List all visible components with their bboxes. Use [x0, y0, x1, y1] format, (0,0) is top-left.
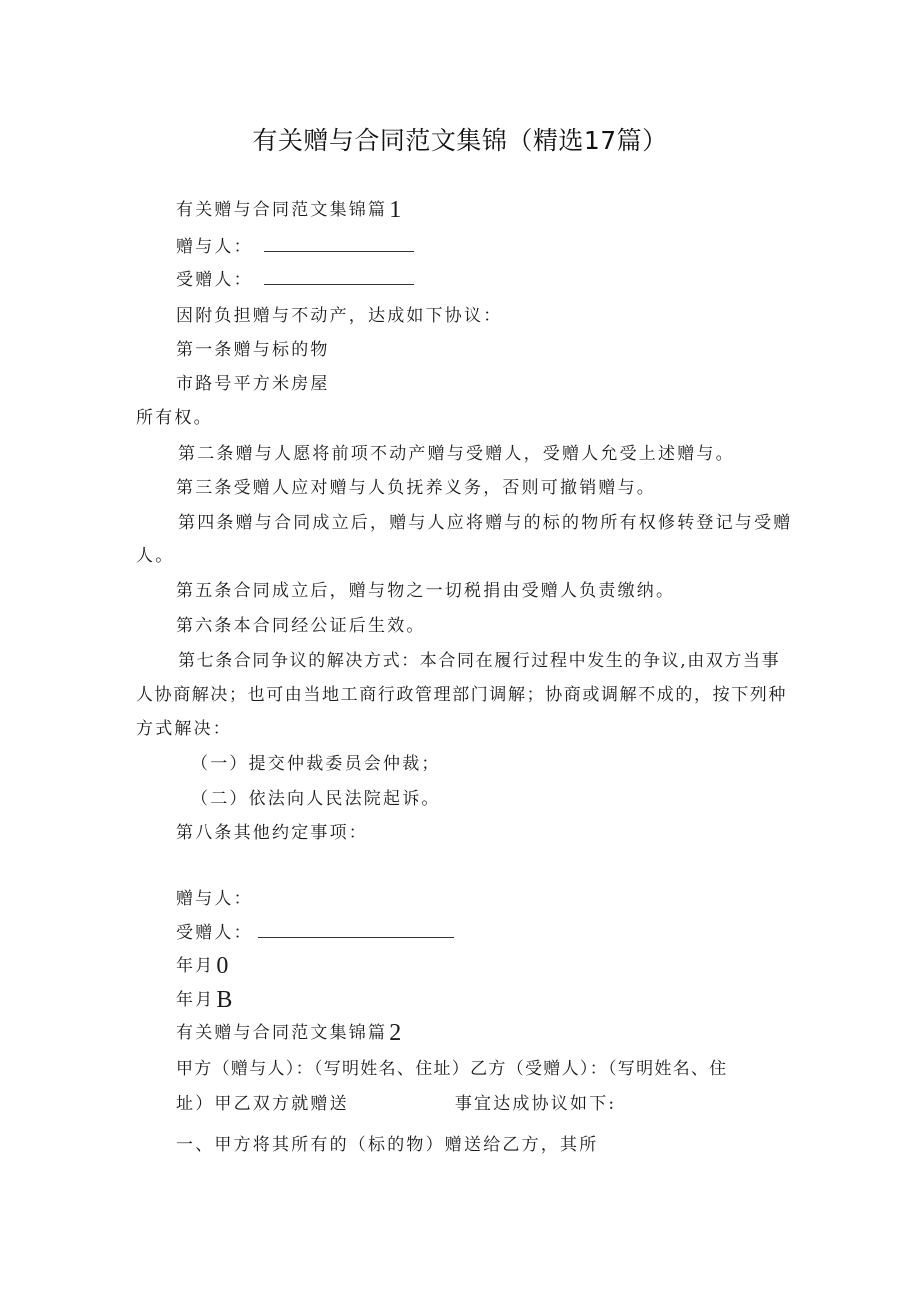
signature-donor: 赠与人： [176, 889, 253, 909]
donor-line [176, 235, 414, 259]
paragraph: 第七条合同争议的解决方式：本合同在履行过程中发生的争议,由双方当事 [178, 651, 781, 671]
date-mark: 0 [216, 953, 229, 979]
date-label: 年月 [176, 956, 215, 976]
signature-donee-line [176, 921, 454, 945]
paragraph: 人协商解决；也可由当地工商行政管理部门调解；协商或调解不成的，按下列种 [136, 685, 787, 705]
paragraph: 市路号平方米房屋 [176, 374, 330, 394]
paragraph: 第一条赠与标的物 [176, 340, 330, 360]
date-label: 年月 [176, 990, 215, 1010]
section-number: 1 [389, 197, 402, 223]
donor-blank [264, 237, 414, 252]
date-line [176, 988, 232, 1012]
paragraph: 人。 [136, 546, 175, 566]
paragraph: 第六条本合同经公证后生效。 [176, 616, 426, 636]
paragraph: 第三条受赠人应对赠与人负抚养义务，否则可撤销赠与。 [176, 478, 656, 498]
paragraph: 第八条其他约定事项： [176, 823, 368, 843]
paragraph: （二）依法向人民法院起诉。 [191, 789, 441, 809]
paragraph: 方式解决： [136, 719, 232, 739]
section-heading-text: 有关赠与合同范文集锦篇 [176, 1023, 388, 1043]
date-mark: B [216, 987, 233, 1013]
paragraph: 第五条合同成立后，赠与物之一切税捐由受赠人负责缴纳。 [176, 581, 676, 601]
signature-donee-label: 受赠人： [176, 923, 253, 943]
donee-blank [264, 270, 414, 285]
section-heading-text: 有关赠与合同范文集锦篇 [176, 200, 388, 220]
donor-label: 赠与人： [176, 237, 253, 257]
paragraph-part: 址）甲乙双方就赠送 [176, 1094, 349, 1114]
paragraph: 一、甲方将其所有的（标的物）赠送给乙方，其所 [176, 1135, 599, 1155]
paragraph: 第二条赠与人愿将前项不动产赠与受赠人，受赠人允受上述赠与。 [178, 444, 735, 464]
paragraph: 因附负担赠与不动产，达成如下协议： [176, 306, 503, 326]
donee-label: 受赠人： [176, 270, 253, 290]
section-number: 2 [389, 1020, 402, 1046]
date-line [176, 954, 228, 978]
paragraph-part: 事宜达成协议如下: [454, 1094, 617, 1114]
paragraph: 第四条赠与合同成立后，赠与人应将赠与的标的物所有权修转登记与受赠 [178, 513, 793, 533]
section-heading-2 [176, 1021, 401, 1045]
paragraph: 甲方（赠与人）：（写明姓名、住址）乙方（受赠人）：（写明姓名、住 [176, 1059, 728, 1079]
section-heading-1 [176, 198, 401, 222]
donee-line [176, 268, 414, 292]
signature-donee-blank [258, 923, 454, 938]
paragraph-with-gap [176, 1092, 616, 1116]
paragraph: 所有权。 [136, 408, 213, 428]
paragraph: （一）提交仲裁委员会仲裁； [191, 754, 441, 774]
document-title: 有关赠与合同范文集锦（精选17篇） [252, 126, 668, 155]
